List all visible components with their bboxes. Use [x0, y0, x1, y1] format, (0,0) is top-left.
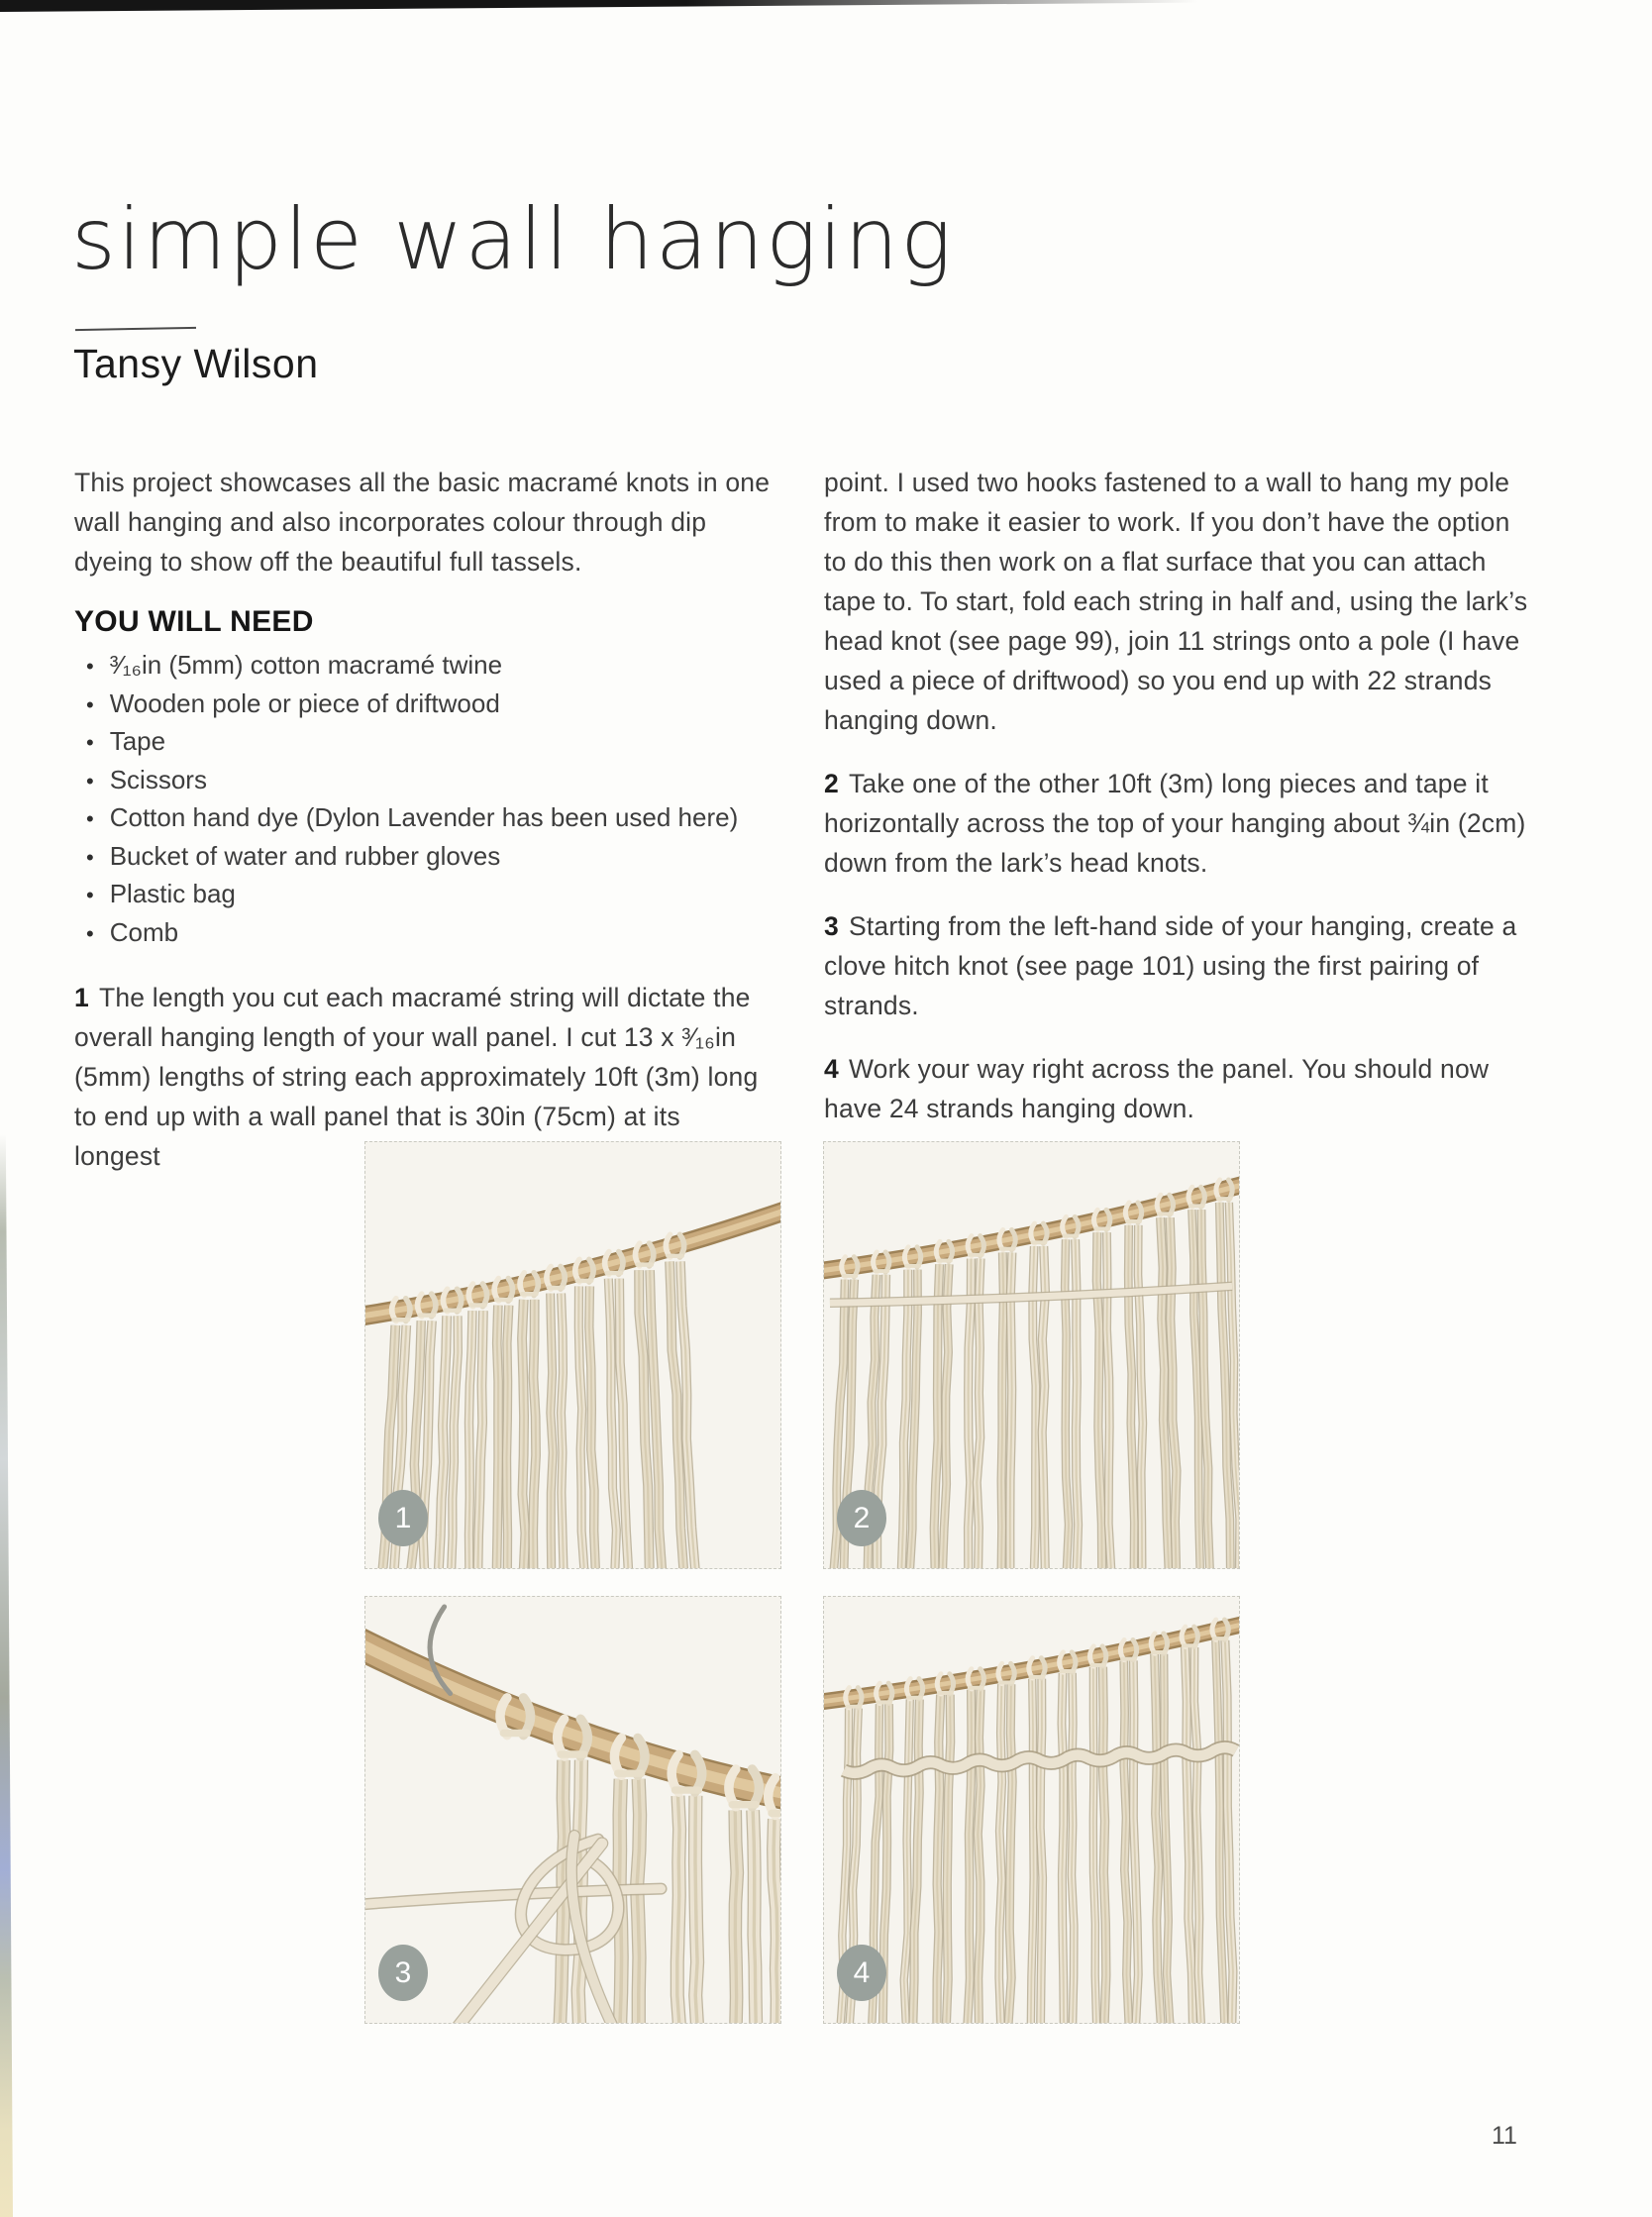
scan-edge-artifact-top [0, 0, 1248, 12]
materials-item [74, 914, 773, 953]
materials-item-label: • Bucket of water and rubber gloves [109, 840, 501, 871]
step-number: 4 [824, 1054, 839, 1084]
page-number: 11 [1492, 2122, 1517, 2150]
step-1-continuation-paragraph: point. I used two hooks fastened to a wall to hang my pole from to make it easier to work. If you don’t have the option to do this then work on a flat surface that you can attach tape to. To start, fold each string in half and, using the lark’s head knot (see page 99), join 11 strings onto a pole (I have used a piece of driftwood) so you end up with 22 strands hanging down. [824, 468, 1528, 735]
step-photo-grid [364, 1141, 1240, 2024]
step-photo-1 [364, 1141, 781, 1569]
step-badge: 4 [837, 1945, 886, 2001]
step-3-paragraph [824, 906, 1529, 1025]
step-4-paragraph [824, 1049, 1529, 1128]
page-title: simple wall hanging [71, 190, 954, 289]
clove-hitch-row-photo [824, 1597, 1239, 2023]
step-text: The length you cut each macramé string will dictate the overall hanging length of your wall panel. I cut 13 x ³⁄₁₆in (5mm) lengths of string each approximately 10ft (3m) long to end up with a wall panel that is 30in (75cm) at its longest [74, 983, 759, 1171]
step-text: Starting from the left-hand side of your hanging, create a clove hitch knot (see page 101) using the first pairing of strands. [824, 911, 1517, 1020]
materials-item-label: • Wooden pole or piece of driftwood [109, 687, 500, 718]
materials-item [74, 799, 773, 838]
materials-item [74, 838, 773, 877]
materials-item-label: • Scissors [109, 764, 207, 794]
materials-item-label: • ³⁄₁₆in (5mm) cotton macramé twine [109, 650, 503, 680]
macrame-strands-on-pole-photo [365, 1142, 780, 1568]
materials-item [74, 723, 773, 762]
materials-list [74, 647, 773, 952]
materials-item-label: • Plastic bag [109, 879, 236, 908]
author-name: Tansy Wilson [73, 341, 319, 386]
materials-item [74, 876, 773, 914]
right-column [824, 463, 1529, 1152]
author-rule [75, 327, 196, 331]
step-text: Work your way right across the panel. You should now have 24 strands hanging down. [824, 1054, 1490, 1123]
step-number: 3 [824, 911, 839, 941]
step-number: 1 [74, 983, 89, 1012]
materials-item [74, 762, 773, 800]
materials-item-label: • Cotton hand dye (Dylon Lavender has been used here) [109, 802, 739, 832]
left-column [74, 463, 773, 1200]
clove-hitch-closeup-photo [365, 1597, 780, 2023]
step-badge: 1 [378, 1490, 428, 1546]
materials-item [74, 686, 773, 724]
materials-item [74, 647, 773, 686]
you-will-need-heading: YOU WILL NEED [74, 605, 314, 638]
step-photo-4 [823, 1596, 1240, 2024]
macrame-horizontal-cord-photo [824, 1142, 1239, 1568]
materials-item-label: • Comb [109, 916, 179, 947]
step-photo-3 [364, 1596, 781, 2024]
materials-item-label: • Tape [109, 726, 166, 756]
scan-edge-artifact-left [0, 1134, 13, 2217]
step-photo-2 [823, 1141, 1240, 1569]
step-2-paragraph [824, 764, 1529, 883]
step-badge: 3 [378, 1945, 428, 2001]
step-text: Take one of the other 10ft (3m) long pieces and tape it horizontally across the top of your hanging about ¾in (2cm) down from the lark’s head knots. [824, 769, 1526, 878]
step-number: 2 [824, 769, 839, 798]
step-badge: 2 [837, 1490, 886, 1546]
intro-paragraph: This project showcases all the basic macramé knots in one wall hanging and also incorporates colour through dip dyeing to show off the beautiful full tassels. [74, 468, 771, 577]
